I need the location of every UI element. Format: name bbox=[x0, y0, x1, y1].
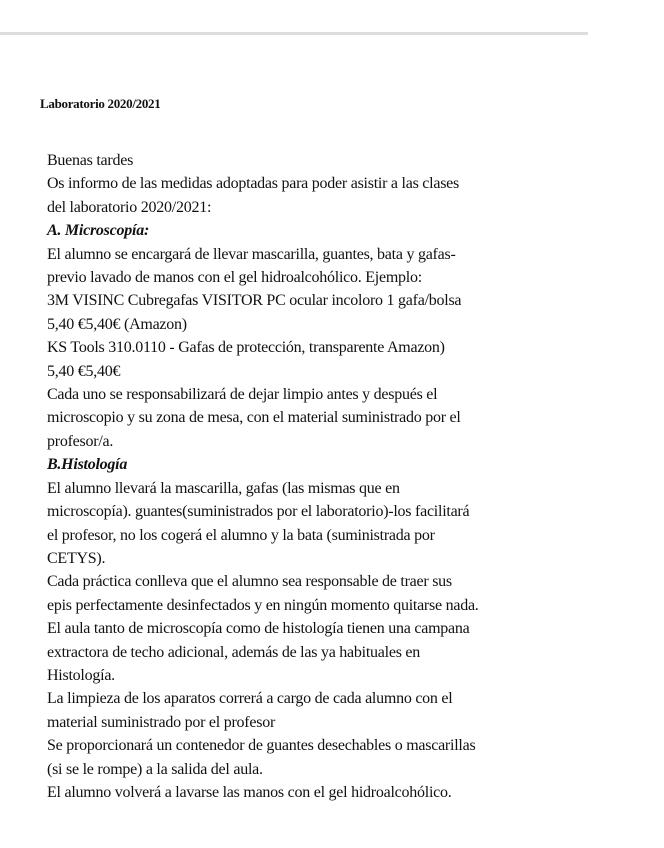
section-b-line: El alumno llevará la mascarilla, gafas (las mismas que en bbox=[47, 479, 400, 497]
document-title: Laboratorio 2020/2021 bbox=[40, 96, 161, 111]
section-a-line: previo lavado de manos con el gel hidroalcohólico. Ejemplo: bbox=[47, 269, 422, 287]
section-a-line: Cada uno se responsabilizará de dejar limpio antes y después el bbox=[47, 386, 438, 404]
section-a-line: El alumno se encargará de llevar mascarilla, guantes, bata y gafas- bbox=[47, 245, 456, 263]
intro-line: del laboratorio 2020/2021: bbox=[47, 198, 212, 216]
section-b-heading: B.Histología bbox=[47, 456, 128, 474]
section-b-line: microscopía). guantes(suministrados por el laboratorio)-los facilitará bbox=[47, 503, 470, 521]
section-b-line: (si se le rompe) a la salida del aula. bbox=[47, 760, 263, 778]
section-b-line: La limpieza de los aparatos correrá a cargo de cada alumno con el bbox=[47, 690, 453, 708]
section-a-line: 5,40 €5,40€ bbox=[47, 362, 121, 380]
section-b-line: CETYS). bbox=[47, 549, 106, 567]
section-a-line: 5,40 €5,40€ (Amazon) bbox=[47, 315, 187, 333]
section-b-line: Histología. bbox=[47, 666, 115, 684]
page-top-divider bbox=[0, 32, 588, 35]
section-b-line: El aula tanto de microscopía como de histología tienen una campana bbox=[47, 620, 470, 638]
section-b-line: Se proporcionará un contenedor de guantes desechables o mascarillas bbox=[47, 737, 476, 755]
intro-line: Os informo de las medidas adoptadas para poder asistir a las clases bbox=[47, 175, 460, 193]
section-a-line: microscopio y su zona de mesa, con el material suministrado por el bbox=[47, 409, 461, 427]
section-b-line: material suministrado por el profesor bbox=[47, 713, 276, 731]
section-b-line: el profesor, no los cogerá el alumno y la bata (suministrada por bbox=[47, 526, 435, 544]
section-a-line: KS Tools 310.0110 - Gafas de protección, transparente Amazon) bbox=[47, 339, 445, 357]
section-b-line: El alumno volverá a lavarse las manos con el gel hidroalcohólico. bbox=[47, 783, 452, 801]
section-b-line: epis perfectamente desinfectados y en ningún momento quitarse nada. bbox=[47, 596, 479, 614]
greeting-line: Buenas tardes bbox=[47, 152, 134, 169]
section-b-line: extractora de techo adicional, además de las ya habituales en bbox=[47, 643, 421, 661]
section-b-line: Cada práctica conlleva que el alumno sea responsable de traer sus bbox=[47, 573, 452, 591]
section-a-line: 3M VISINC Cubregafas VISITOR PC ocular incoloro 1 gafa/bolsa bbox=[47, 292, 462, 310]
section-a-heading: A. Microscopía: bbox=[47, 222, 150, 240]
section-a-line: profesor/a. bbox=[47, 432, 114, 450]
document-body bbox=[47, 149, 647, 804]
